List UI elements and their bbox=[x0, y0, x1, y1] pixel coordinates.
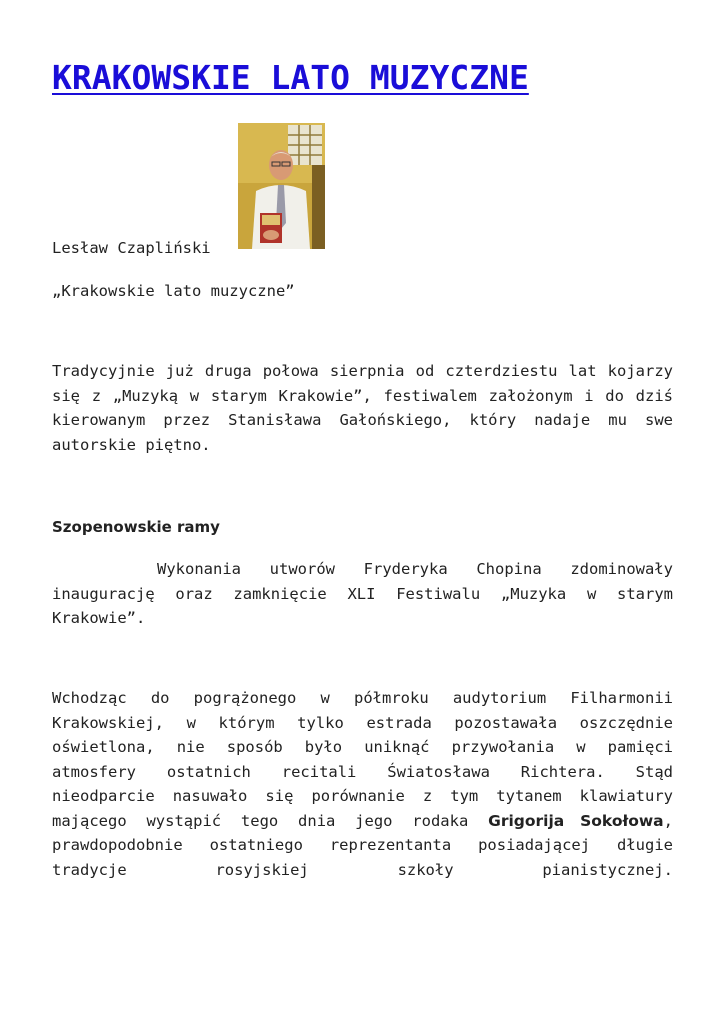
body-paragraph-text-before: Wchodząc do pogrążonego w półmroku audytorium Filharmonii Krakowskiej, w którym tylko estrada pozostawała oszczędnie oświetlona, nie sposób było uniknąć przywołania w pamięci atmosfery ostatnich recitali Światosława Richtera. Stąd nieodparcie nasuwało się porównanie z tym tytanem klawiatury mającego wystąpić tego dnia jego rodaka bbox=[52, 689, 673, 830]
author-photo bbox=[238, 123, 325, 249]
quoted-title: „Krakowskie lato muzyczne” bbox=[52, 282, 295, 300]
intro-paragraph: Tradycyjnie już druga połowa sierpnia od czterdziestu lat kojarzy się z „Muzyką w starym Krakowie”, festiwalem założonym i do dziś kierowanym przez Stanisława Gałońskiego, który nadaje mu swe autorskie piętno. bbox=[52, 362, 673, 454]
section-paragraph: Wykonania utworów Fryderyka Chopina zdominowały inaugurację oraz zamknięcie XLI Festiwalu „Muzyka w starym Krakowie”. bbox=[52, 560, 673, 627]
author-photo-image bbox=[238, 123, 325, 249]
body-paragraph bbox=[52, 686, 673, 882]
article-title-link[interactable]: KRAKOWSKIE LATO MUZYCZNE bbox=[52, 58, 529, 97]
section-heading: Szopenowskie ramy bbox=[52, 518, 220, 536]
pianist-name: Grigorija Sokołowa bbox=[488, 811, 664, 830]
body-paragraph-text-after: , prawdopodobnie ostatniego reprezentanta posiadającej długie tradycje rosyjskiej szkoły pianistycznej. bbox=[52, 811, 673, 879]
article-title bbox=[52, 56, 529, 100]
author-name: Lesław Czapliński bbox=[52, 239, 211, 257]
